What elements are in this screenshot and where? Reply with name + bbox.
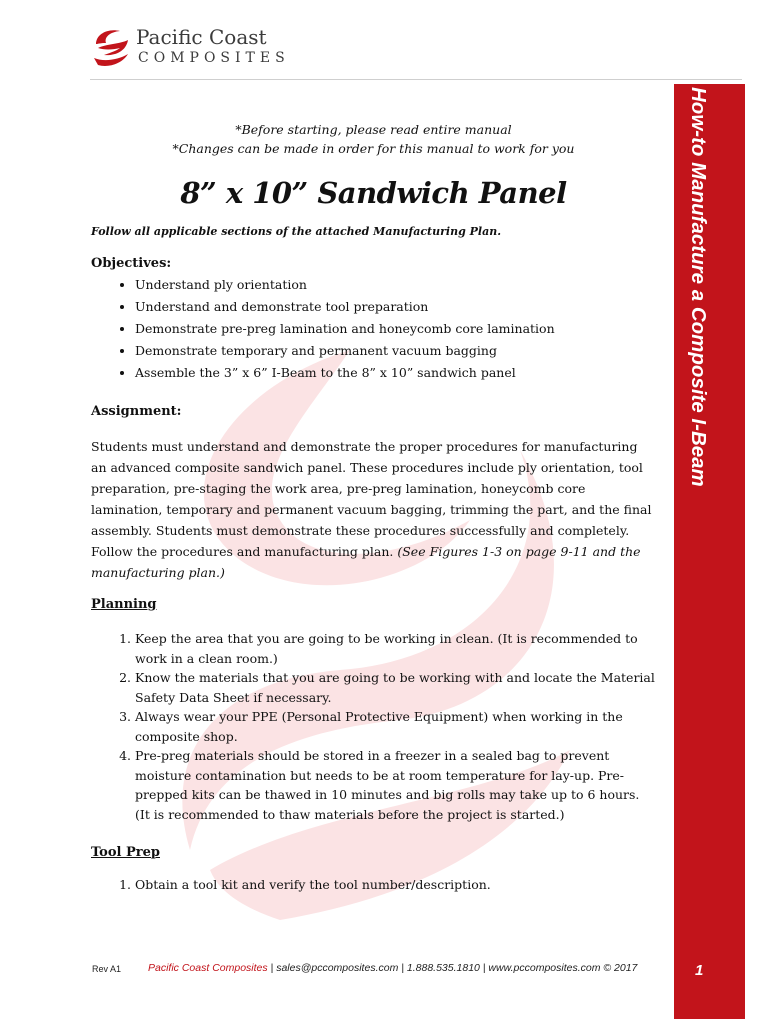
- revision-label: Rev A1: [92, 964, 122, 974]
- tool-prep-list: [91, 877, 656, 892]
- document-body: [91, 120, 656, 892]
- document-title: 8” x 10” Sandwich Panel: [180, 176, 567, 210]
- assignment-paragraph: [91, 436, 656, 583]
- objectives-heading: Objectives:: [91, 256, 172, 271]
- company-subname: COMPOSITES: [138, 50, 290, 66]
- instruction-text: Follow all applicable sections of the attached Manufacturing Plan.: [91, 225, 502, 238]
- objectives-list: [91, 274, 656, 384]
- tool-prep-heading: Tool Prep: [91, 845, 160, 860]
- company-logo: [88, 22, 303, 72]
- planning-step: 4. Pre-preg materials should be stored in a freezer in a sealed bag to prevent moisture contamination but needs to be at room temperature for lay-up. Pre-prepped kits can be thawed in 10 minutes and big rolls may take up to 6 hours. (It is recommended to thaw materials before the project is started.): [135, 746, 656, 824]
- note-changes: *Changes can be made in order for this manual to work for you: [172, 141, 575, 156]
- assignment-reference: (See Figures 1-3 on page 9-11 and the manufacturing plan.): [91, 544, 641, 580]
- header-divider: [90, 79, 742, 80]
- planning-step: 1. Keep the area that you are going to be working in clean. (It is recommended to work in a clean room.): [135, 629, 656, 668]
- planning-list: [91, 629, 656, 824]
- objective-item: • Demonstrate pre-preg lamination and honeycomb core lamination: [135, 318, 656, 340]
- company-name: Pacific Coast: [136, 25, 267, 49]
- company-logo-icon: [88, 22, 134, 70]
- objective-item: • Assemble the 3” x 6” I-Beam to the 8” x 10” sandwich panel: [135, 362, 656, 384]
- page-number: 1: [695, 962, 704, 979]
- assignment-text: Students must understand and demonstrate the proper procedures for manufacturing an advanced composite sandwich panel. These procedures include ply orientation, tool preparation, pre-staging the work area, pre-preg lamination, honeycomb core lamination, temporary and permanent vacuum bagging, trimming the part, and the final assembly. Students must demonstrate these procedures successfully and completely. Follow the procedures and manufacturing plan.: [91, 439, 652, 559]
- objective-item: • Understand ply orientation: [135, 274, 656, 296]
- objective-item: • Demonstrate temporary and permanent vacuum bagging: [135, 340, 656, 362]
- note-read-manual: *Before starting, please read entire manual: [235, 122, 512, 137]
- tool-prep-step: 1. Obtain a tool kit and verify the tool number/description.: [135, 877, 656, 892]
- planning-heading: Planning: [91, 597, 157, 612]
- footer-contact: [148, 962, 637, 974]
- planning-step: 2. Know the materials that you are going to be working with and locate the Material Safety Data Sheet if necessary.: [135, 668, 656, 707]
- assignment-heading: Assignment:: [91, 404, 182, 419]
- planning-step: 3. Always wear your PPE (Personal Protective Equipment) when working in the composite shop.: [135, 707, 656, 746]
- objective-item: • Understand and demonstrate tool preparation: [135, 296, 656, 318]
- side-banner-title: How-to Manufacture a Composite I-Beam: [687, 87, 710, 487]
- footer-contact-details: | sales@pccomposites.com | 1.888.535.1810 | www.pccomposites.com © 2017: [267, 962, 638, 974]
- footer-brand: Pacific Coast Composites: [148, 962, 268, 974]
